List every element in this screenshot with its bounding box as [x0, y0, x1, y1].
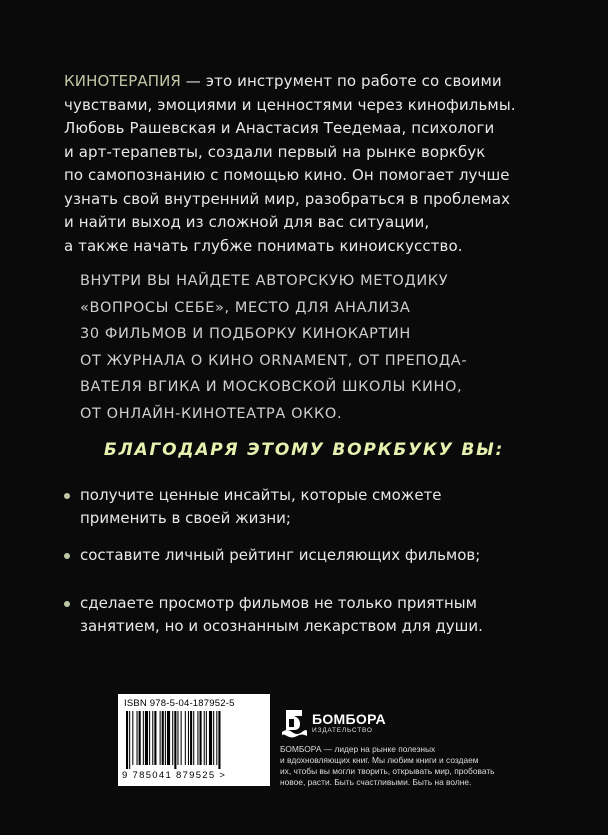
blurb-line: и вдохновляющих книг. Мы любим книги и создаем — [280, 755, 479, 765]
inside-line: «ВОПРОСЫ СЕБЕ», МЕСТО ДЛЯ АНАЛИЗА — [80, 299, 411, 316]
blurb-line: БОМБОРА — лидер на рынке полезных — [280, 744, 436, 754]
benefit-item — [64, 544, 480, 567]
intro-line: и арт-терапевты, создали первый на рынке воркбук — [64, 142, 486, 161]
bullet-dot-icon — [64, 601, 70, 607]
intro-keyword: КИНОТЕРАПИЯ — [64, 72, 181, 90]
intro-line: чувствами, эмоциями и ценностями через кинофильмы. — [64, 95, 516, 114]
intro-line: Любовь Рашевская и Анастасия Теедемаа, психологи — [64, 119, 495, 137]
intro-line — [64, 70, 564, 94]
intro-line: по самопознанию с помощью кино. Он помогает лучше — [64, 166, 510, 184]
intro-first-line-rest: — это инструмент по работе со своими — [180, 72, 502, 90]
publisher-blurb — [280, 744, 520, 788]
intro-line: и найти выход из сложной для вас ситуации, — [64, 213, 430, 231]
bombora-logo-icon — [280, 708, 308, 738]
publisher-subtitle: ИЗДАТЕЛЬСТВО — [312, 726, 373, 734]
barcode-box — [118, 694, 270, 786]
benefit-item — [64, 484, 442, 530]
benefit-line: получите ценные инсайты, которые сможете — [80, 486, 442, 504]
inside-line: ОТ ЖУРНАЛА О КИНО ORNAMENT, ОТ ПРЕПОДА- — [80, 352, 468, 369]
benefit-line: занятием, но и осознанным лекарством для души. — [80, 617, 483, 635]
blurb-line: новое, расти. Быть счастливыми. Быть на волне. — [280, 777, 472, 787]
benefits-heading: БЛАГОДАРЯ ЭТОМУ ВОРКБУКУ ВЫ: — [103, 440, 505, 460]
inside-line: ВАТЕЛЯ ВГИКА И МОСКОВСКОЙ ШКОЛЫ КИНО, — [80, 379, 463, 395]
publisher-logo — [280, 708, 386, 738]
bullet-dot-icon — [64, 553, 70, 559]
benefit-line: составите личный рейтинг исцеляющих фильмов; — [80, 546, 481, 564]
inside-paragraph — [80, 268, 560, 427]
intro-line: узнать свой внутренний мир, разобраться в проблемах — [64, 189, 511, 208]
benefit-item — [64, 592, 483, 638]
inside-line: 30 ФИЛЬМОВ И ПОДБОРКУ КИНОКАРТИН — [80, 326, 411, 342]
barcode-icon — [124, 711, 264, 769]
intro-line: а также начать глубже понимать киноискусство. — [64, 236, 463, 255]
isbn-text: ISBN 978-5-04-187952-5 — [124, 698, 235, 709]
bullet-dot-icon — [64, 493, 70, 499]
inside-line: ОТ ОНЛАЙН-КИНОТЕАТРА ОККО. — [80, 405, 343, 422]
publisher-name: БОМБОРА — [312, 710, 386, 727]
benefit-line: сделаете просмотр фильмов не только приятным — [80, 594, 477, 612]
blurb-line: их, чтобы вы могли творить, открывать мир, пробовать — [280, 766, 495, 776]
intro-paragraph — [64, 70, 564, 258]
barcode-digits: 9 785041 879525 > — [122, 770, 227, 781]
benefit-line: применить в своей жизни; — [80, 509, 291, 527]
inside-line: ВНУТРИ ВЫ НАЙДЕТЕ АВТОРСКУЮ МЕТОДИКУ — [80, 273, 449, 289]
